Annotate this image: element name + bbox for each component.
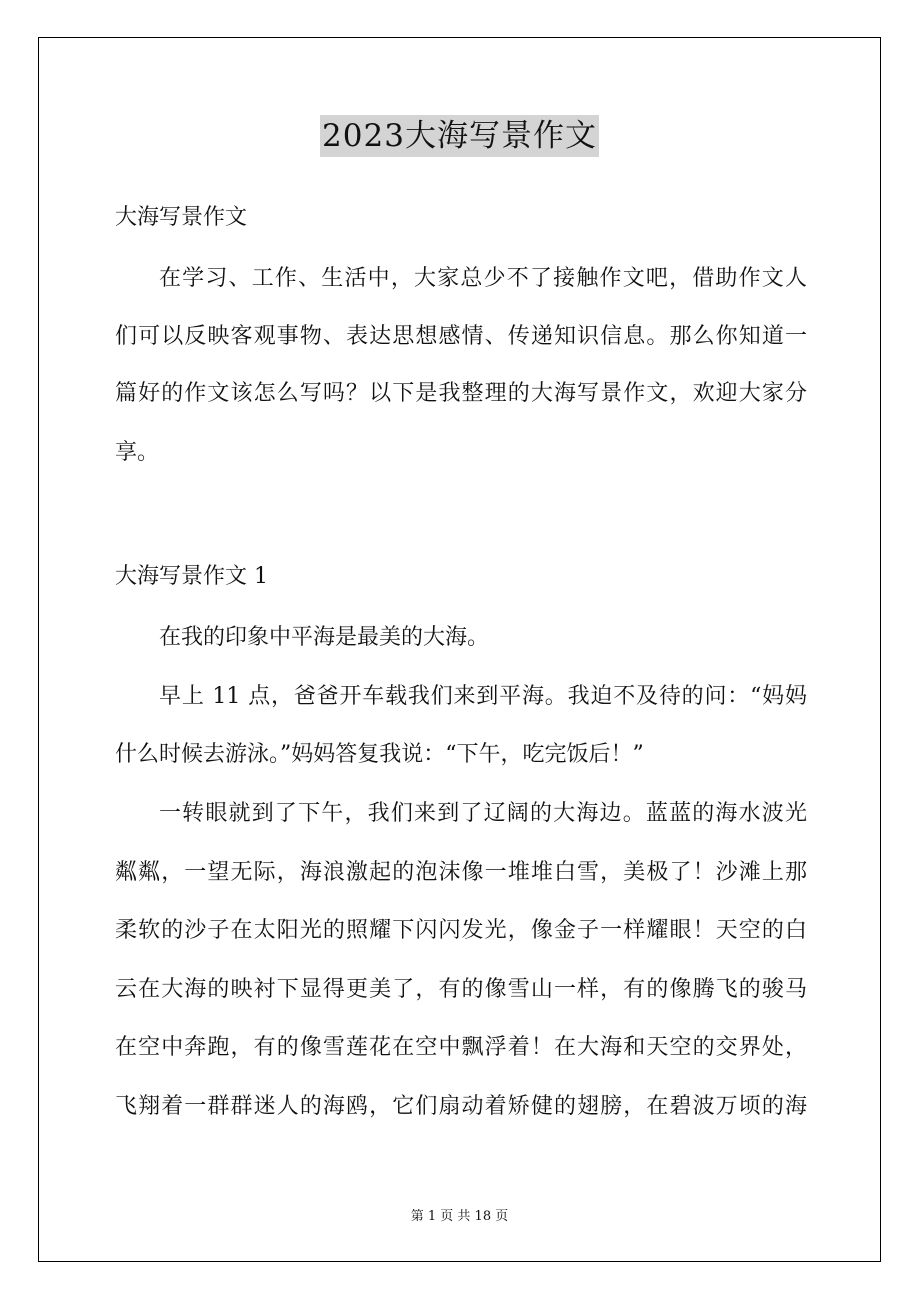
paragraph-line: 在空中奔跑，有的像雪莲花在空中飘浮着！在大海和天空的交界处， bbox=[115, 1035, 807, 1060]
paragraph-line: 一转眼就到了下午，我们来到了辽阔的大海边。蓝蓝的海水波光 bbox=[159, 801, 807, 826]
paragraph-line: 飞翔着一群群迷人的海鸥，它们扇动着矫健的翅膀，在碧波万顷的海 bbox=[115, 1094, 807, 1119]
paragraph-line: 什么时候去游泳。”妈妈答复我说：“下午，吃完饭后！” bbox=[115, 742, 644, 767]
paragraph-line: 粼粼，一望无际，海浪激起的泡沫像一堆堆白雪，美极了！沙滩上那 bbox=[115, 860, 807, 885]
section-heading: 大海写景作文 1 bbox=[115, 564, 268, 589]
title-container bbox=[39, 115, 880, 157]
paragraph-line: 云在大海的映衬下显得更美了，有的像雪山一样，有的像腾飞的骏马 bbox=[115, 977, 807, 1002]
intro-line: 享。 bbox=[115, 440, 160, 465]
paragraph-line: 柔软的沙子在太阳光的照耀下闪闪发光，像金子一样耀眼！天空的白 bbox=[115, 918, 807, 943]
document-page bbox=[38, 37, 881, 1262]
document-title: 2023大海写景作文 bbox=[320, 115, 599, 157]
subtitle: 大海写景作文 bbox=[115, 205, 248, 230]
paragraph-line: 早上 11 点，爸爸开车载我们来到平海。我迫不及待的问：“妈妈 bbox=[159, 684, 807, 709]
page-footer: 第 1 页 共 18 页 bbox=[410, 1209, 509, 1224]
intro-line: 篇好的作文该怎么写吗？以下是我整理的大海写景作文，欢迎大家分 bbox=[115, 381, 807, 406]
intro-line: 在学习、工作、生活中，大家总少不了接触作文吧，借助作文人 bbox=[159, 266, 807, 291]
intro-line: 们可以反映客观事物、表达思想感情、传递知识信息。那么你知道一 bbox=[115, 324, 807, 349]
paragraph-line: 在我的印象中平海是最美的大海。 bbox=[159, 625, 490, 650]
